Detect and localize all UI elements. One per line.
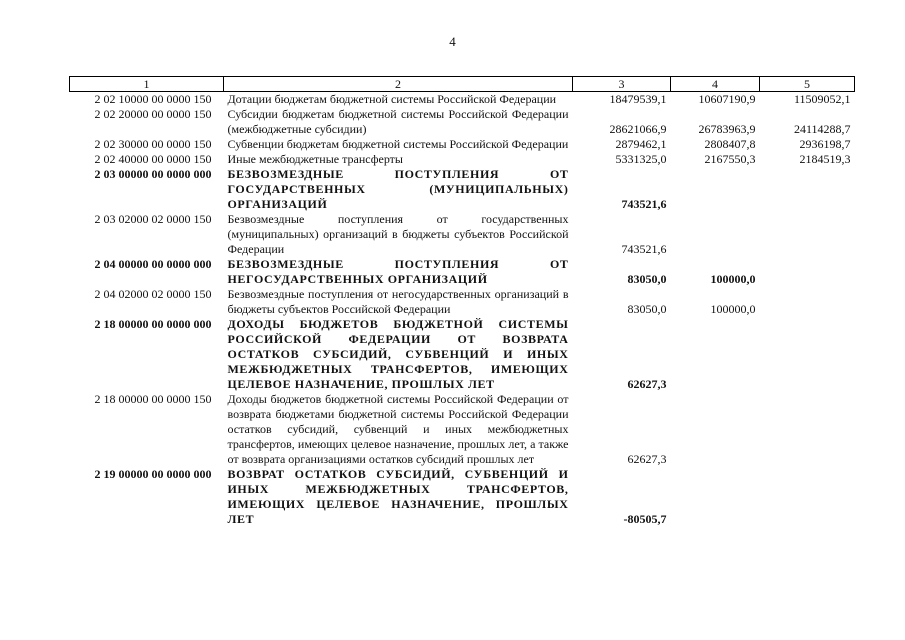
row-code: 2 04 00000 00 0000 000: [94, 257, 212, 271]
column-header-1: 1: [70, 77, 224, 92]
row-name: ВОЗВРАТ ОСТАТКОВ СУБСИДИЙ, СУБВЕНЦИЙ И ИНЫХ МЕЖБЮДЖЕТНЫХ ТРАНСФЕРТОВ, ИМЕЮЩИХ ЦЕЛЕВОЕ НАЗНАЧЕНИЕ, ПРОШЛЫХ ЛЕТ: [227, 467, 569, 526]
row-value-col4: 26783963,9: [698, 122, 756, 136]
page-number: 4: [449, 34, 456, 49]
row-code: 2 04 02000 02 0000 150: [94, 287, 212, 301]
row-value-col5: 24114288,7: [793, 122, 851, 136]
row-value-col4: 2167550,3: [704, 152, 756, 166]
column-header-3: 3: [573, 77, 671, 92]
row-value-col5: 2936198,7: [799, 137, 851, 151]
row-value-col5: [760, 467, 855, 527]
row-name: БЕЗВОЗМЕЗДНЫЕ ПОСТУПЛЕНИЯ ОТ ГОСУДАРСТВЕННЫХ (МУНИЦИПАЛЬНЫХ) ОРГАНИЗАЦИЙ: [227, 167, 569, 211]
row-code: 2 18 00000 00 0000 000: [94, 317, 212, 331]
row-code: 2 02 10000 00 0000 150: [94, 92, 212, 106]
row-value-col4: 10607190,9: [698, 92, 756, 106]
row-value-col3: 2879462,1: [615, 137, 667, 151]
row-code: 2 03 00000 00 0000 000: [94, 167, 212, 181]
row-name: Безвозмездные поступления от государственных (муниципальных) организаций в бюджеты субъектов Российской Федерации: [227, 212, 569, 256]
row-code: 2 02 40000 00 0000 150: [94, 152, 212, 166]
row-value-col5: [760, 212, 855, 257]
column-header-5: 5: [760, 77, 855, 92]
row-value-col5: [760, 167, 855, 212]
table-header-row: [70, 77, 855, 92]
row-value-col3: 18479539,1: [609, 92, 667, 106]
row-code: 2 19 00000 00 0000 000: [94, 467, 212, 481]
row-value-col5: [760, 287, 855, 317]
row-name: ДОХОДЫ БЮДЖЕТОВ БЮДЖЕТНОЙ СИСТЕМЫ РОССИЙСКОЙ ФЕДЕРАЦИИ ОТ ВОЗВРАТА ОСТАТКОВ СУБСИДИЙ, СУБВЕНЦИЙ И ИНЫХ МЕЖБЮДЖЕТНЫХ ТРАНСФЕРТОВ, ИМЕЮЩИХ ЦЕЛЕВОЕ НАЗНАЧЕНИЕ, ПРОШЛЫХ ЛЕТ: [227, 317, 569, 391]
table-row: [70, 107, 855, 137]
table-row: [70, 467, 855, 527]
table-row: [70, 317, 855, 392]
row-value-col3: 743521,6: [621, 242, 667, 256]
row-value-col4: 2808407,8: [704, 137, 756, 151]
row-value-col5: [760, 317, 855, 392]
column-header-4: 4: [671, 77, 760, 92]
row-name: Дотации бюджетам бюджетной системы Российской Федерации: [227, 92, 557, 106]
row-value-col4: [671, 392, 760, 467]
row-value-col5: 11509052,1: [793, 92, 851, 106]
row-value-col4: [671, 467, 760, 527]
row-value-col3: 83050,0: [627, 302, 667, 316]
row-name: Доходы бюджетов бюджетной системы Российской Федерации от возврата бюджетами бюджетной системы Российской Федерации остатков субсидий, субвенций и иных межбюджетных трансфертов, имеющих целевое назначение, прошлых лет, а также от возврата организациями остатков субсидий прошлых лет: [227, 392, 569, 466]
table-row: [70, 137, 855, 152]
row-value-col5: [760, 392, 855, 467]
row-code: 2 03 02000 02 0000 150: [94, 212, 212, 226]
table-row: [70, 287, 855, 317]
table-row: [70, 92, 855, 108]
row-value-col3: 83050,0: [627, 272, 667, 286]
row-name: Иные межбюджетные трансферты: [227, 152, 403, 166]
row-value-col3: 62627,3: [627, 377, 667, 391]
row-value-col5: 2184519,3: [799, 152, 851, 166]
row-value-col3: -80505,7: [623, 512, 667, 526]
row-value-col4: [671, 167, 760, 212]
row-value-col3: 28621066,9: [609, 122, 667, 136]
row-value-col3: 5331325,0: [615, 152, 667, 166]
column-header-2: 2: [224, 77, 573, 92]
table-row: [70, 257, 855, 287]
row-name: БЕЗВОЗМЕЗДНЫЕ ПОСТУПЛЕНИЯ ОТ НЕГОСУДАРСТВЕННЫХ ОРГАНИЗАЦИЙ: [227, 257, 569, 286]
budget-table: [69, 76, 855, 527]
row-code: 2 02 30000 00 0000 150: [94, 137, 212, 151]
table-row: [70, 167, 855, 212]
row-code: 2 18 00000 00 0000 150: [94, 392, 212, 406]
row-value-col4: [671, 212, 760, 257]
row-value-col3: 62627,3: [627, 452, 667, 466]
row-name: Субсидии бюджетам бюджетной системы Российской Федерации (межбюджетные субсидии): [227, 107, 569, 136]
row-value-col4: [671, 317, 760, 392]
table-row: [70, 152, 855, 167]
table-row: [70, 392, 855, 467]
table-row: [70, 212, 855, 257]
row-value-col5: [760, 257, 855, 287]
row-value-col4: 100000,0: [710, 272, 756, 286]
row-name: Субвенции бюджетам бюджетной системы Российской Федерации: [227, 137, 569, 151]
row-code: 2 02 20000 00 0000 150: [94, 107, 212, 121]
row-name: Безвозмездные поступления от негосударственных организаций в бюджеты субъектов Российской Федерации: [227, 287, 569, 316]
row-value-col3: 743521,6: [621, 197, 667, 211]
row-value-col4: 100000,0: [710, 302, 756, 316]
